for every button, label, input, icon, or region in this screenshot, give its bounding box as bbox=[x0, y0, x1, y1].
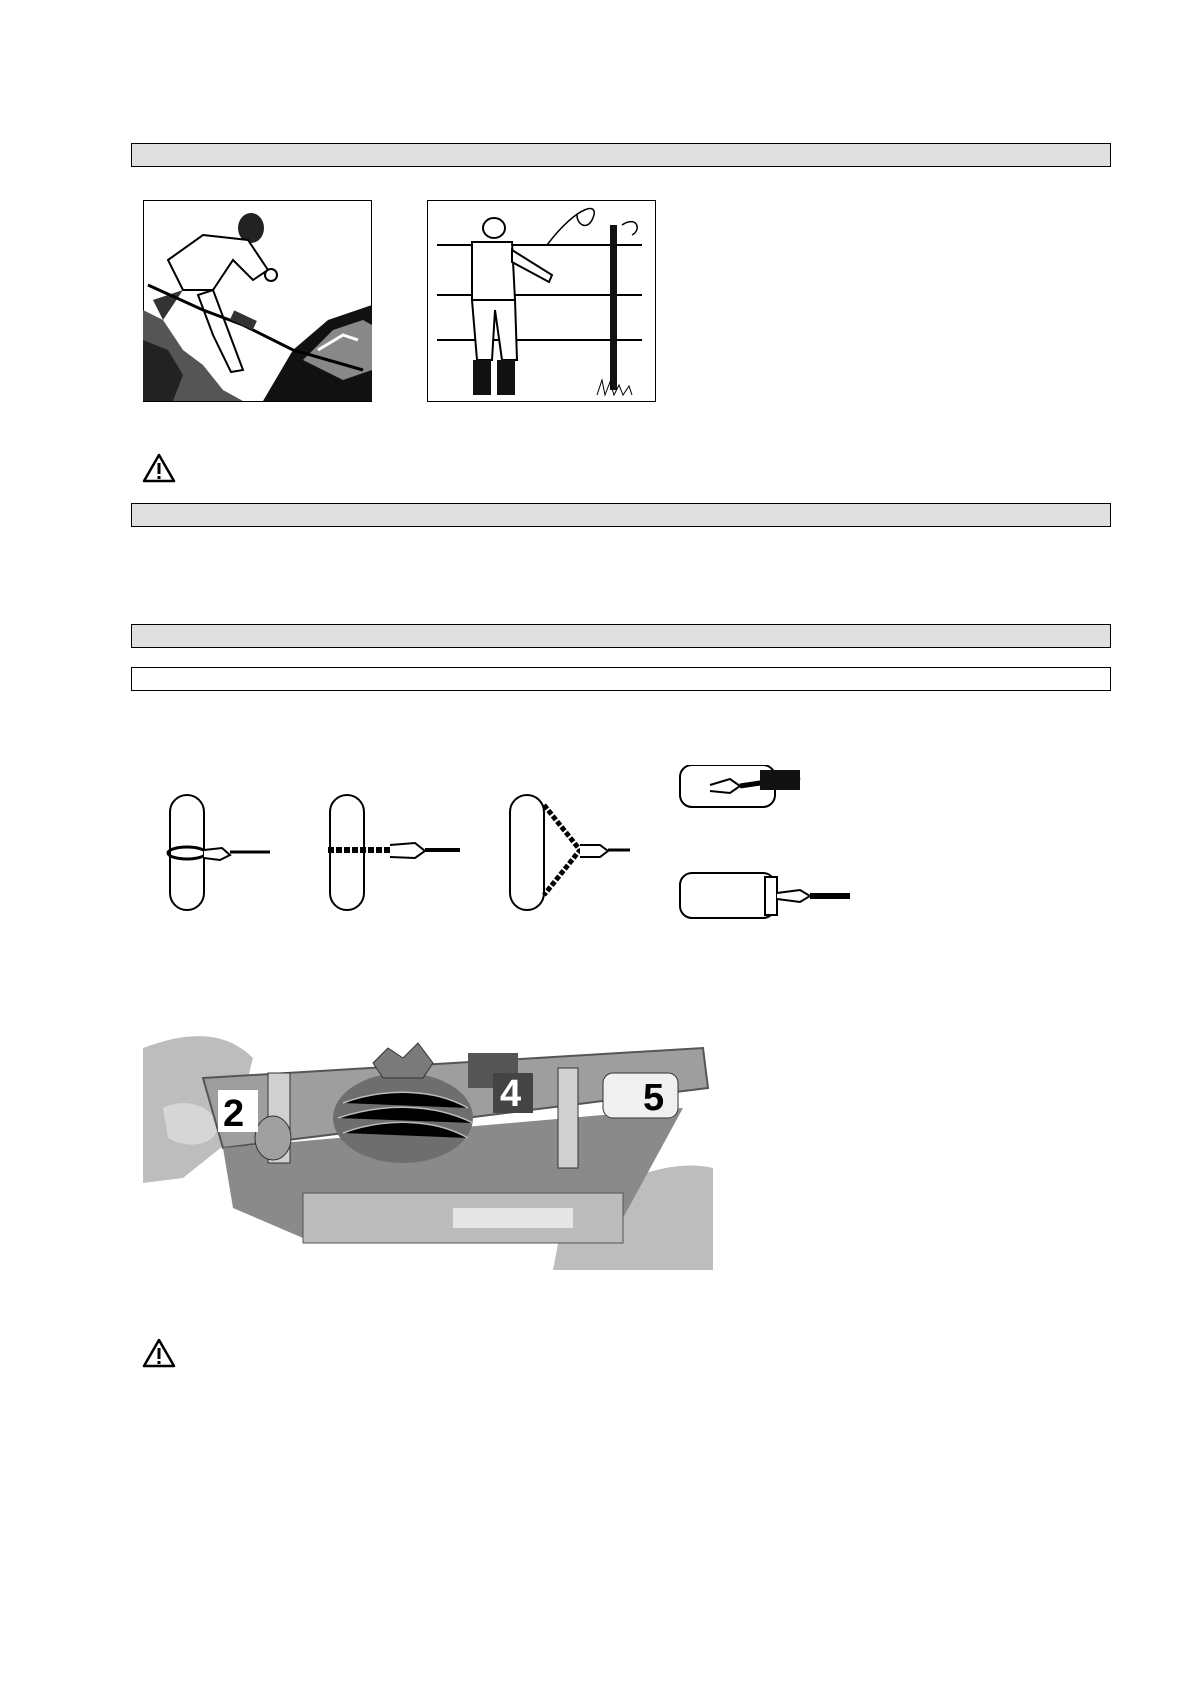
illustration-vehicle-recovery bbox=[143, 200, 372, 402]
photo-label-4: 4 bbox=[500, 1073, 522, 1115]
anchor-post-bridle bbox=[510, 795, 630, 910]
anchoring-diagrams bbox=[160, 765, 860, 935]
section-header-bar-4 bbox=[131, 667, 1111, 691]
illustration-fence-tensioning bbox=[427, 200, 656, 402]
photo-label-2: 2 bbox=[223, 1093, 245, 1135]
warning-triangle-icon bbox=[142, 1338, 176, 1368]
anchor-post-chain bbox=[328, 795, 460, 910]
section-header-bar-3 bbox=[131, 624, 1111, 648]
anchor-post-wrap bbox=[168, 795, 270, 910]
anchor-log-end bbox=[680, 873, 850, 918]
anchor-log-wrap bbox=[680, 765, 800, 807]
warning-triangle-icon bbox=[142, 453, 176, 483]
section-header-bar-1 bbox=[131, 143, 1111, 167]
winch-photo bbox=[143, 1018, 713, 1270]
section-header-bar-2 bbox=[131, 503, 1111, 527]
photo-label-5: 5 bbox=[643, 1077, 665, 1119]
